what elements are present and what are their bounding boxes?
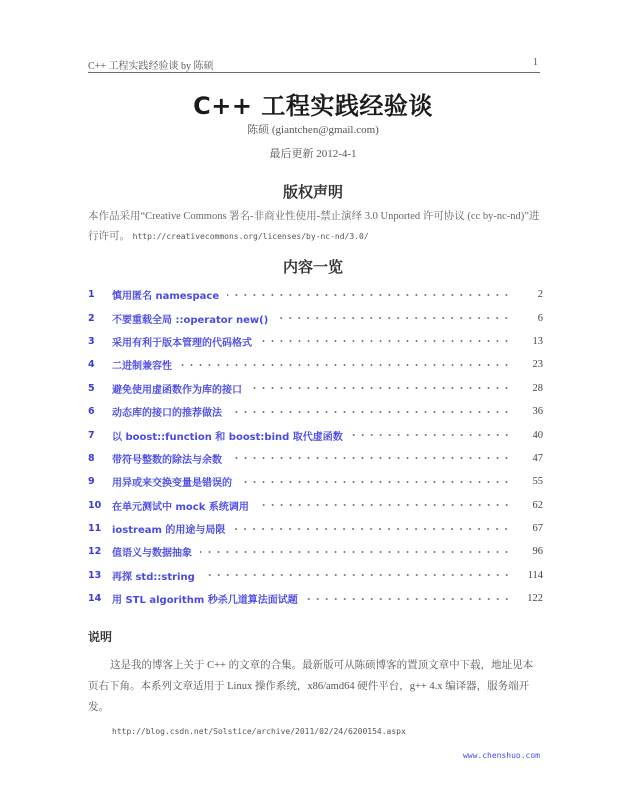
- toc-entry-link[interactable]: 不要重载全局 ::operator new(): [112, 311, 272, 326]
- toc-entry-page: 55: [532, 476, 543, 488]
- toc-entry-link[interactable]: 采用有利于版本管理的代码格式: [112, 334, 256, 349]
- toc-entry-number: 8: [88, 452, 95, 464]
- toc-entry[interactable]: [88, 564, 543, 587]
- table-of-contents: [88, 283, 543, 610]
- toc-entry-page: 40: [532, 429, 543, 441]
- toc-entry-link[interactable]: 再探 std::string: [112, 568, 199, 583]
- running-header: [88, 56, 540, 73]
- toc-entry-number: 11: [88, 523, 102, 535]
- copyright-heading: 版权声明: [282, 183, 343, 201]
- toc-entry-number: 1: [88, 289, 95, 301]
- toc-heading: 内容一览: [282, 258, 343, 276]
- toc-entry-number: 7: [88, 429, 95, 441]
- leader-dots: [203, 570, 511, 580]
- toc-entry-link[interactable]: 二进制兼容性: [112, 357, 176, 372]
- toc-entry-page: 96: [532, 546, 543, 558]
- toc-entry[interactable]: [88, 353, 543, 376]
- toc-entry[interactable]: [88, 494, 543, 517]
- toc-entry[interactable]: [88, 517, 543, 540]
- toc-entry[interactable]: [88, 587, 543, 610]
- toc-entry-link[interactable]: iostream 的用途与局限: [112, 521, 229, 536]
- toc-entry[interactable]: [88, 447, 543, 470]
- toc-entry[interactable]: [88, 306, 543, 329]
- document-author: 陈硕 (giantchen@gmail.com): [247, 124, 379, 136]
- toc-entry-page: 36: [532, 406, 543, 418]
- leader-dots: [180, 360, 511, 370]
- toc-entry-number: 6: [88, 406, 95, 418]
- toc-entry-page: 28: [532, 382, 543, 394]
- toc-entry-page: 13: [532, 335, 543, 347]
- leader-dots: [257, 500, 511, 510]
- leader-dots: [240, 477, 511, 487]
- document-title: C++ 工程实践经验谈: [193, 92, 433, 120]
- leader-dots: [250, 383, 511, 393]
- leader-dots: [306, 594, 511, 604]
- toc-entry-link[interactable]: 带符号整数的除法与余数: [112, 451, 226, 466]
- toc-entry-link[interactable]: 慎用匿名 namespace: [112, 287, 223, 302]
- toc-entry[interactable]: [88, 470, 543, 493]
- leader-dots: [230, 453, 511, 463]
- toc-entry-number: 13: [88, 569, 102, 581]
- toc-entry-number: 9: [88, 476, 95, 488]
- toc-entry-page: 67: [532, 523, 543, 535]
- page-number: 1: [533, 57, 538, 68]
- notes-heading: 说明: [88, 630, 113, 644]
- license-paragraph: [88, 207, 540, 247]
- toc-entry-page: 47: [532, 452, 543, 464]
- leader-dots: [233, 524, 511, 534]
- toc-entry-number: 14: [88, 593, 102, 605]
- toc-entry-number: 2: [88, 312, 95, 324]
- toc-entry-number: 3: [88, 335, 95, 347]
- license-url[interactable]: http://creativecommons.org/licenses/by-nc-nd/3.0/: [132, 232, 369, 241]
- toc-entry-number: 10: [88, 499, 102, 511]
- toc-entry[interactable]: [88, 377, 543, 400]
- blog-url[interactable]: http://blog.csdn.net/Solstice/archive/2011/02/24/6200154.aspx: [112, 727, 406, 736]
- leader-dots: [200, 547, 511, 557]
- toc-entry-link[interactable]: 动态库的接口的推荐做法: [112, 404, 226, 419]
- license-text: 本作品采用“Creative Commons 署名-非商业性使用-禁止演绎 3.0 Unported 许可协议 (cc by-nc-nd)”进行许可。: [88, 211, 540, 242]
- toc-entry-page: 114: [527, 569, 543, 581]
- running-title: C++ 工程实践经验谈 by 陈硕: [88, 61, 214, 72]
- toc-entry-page: 2: [537, 289, 543, 301]
- toc-entry-link[interactable]: 值语义与数据抽象: [112, 544, 196, 559]
- toc-entry[interactable]: [88, 423, 543, 446]
- toc-entry-number: 5: [88, 382, 95, 394]
- toc-entry-link[interactable]: 避免使用虚函数作为库的接口: [112, 381, 246, 396]
- toc-entry-number: 4: [88, 359, 95, 371]
- leader-dots: [260, 336, 511, 346]
- leader-dots: [351, 430, 511, 440]
- toc-entry-page: 6: [537, 312, 543, 324]
- toc-entry-link[interactable]: 用 STL algorithm 秒杀几道算法面试题: [112, 591, 302, 606]
- last-updated-date: 最后更新 2012-4-1: [269, 148, 357, 160]
- toc-entry[interactable]: [88, 283, 543, 306]
- notes-paragraph: 这是我的博客上关于 C++ 的文章的合集。最新版可从陈硕博客的置顶文章中下载，地址见本页右下角。本系列文章适用于 Linux 操作系统，x86/amd64 硬件平台，g++ 4.x 编译器，服务端开发。: [88, 660, 534, 713]
- toc-entry-page: 62: [532, 499, 543, 511]
- toc-entry[interactable]: [88, 330, 543, 353]
- toc-entry-link[interactable]: 在单元测试中 mock 系统调用: [112, 498, 253, 513]
- leader-dots: [227, 290, 511, 300]
- toc-entry-page: 122: [527, 593, 543, 605]
- website-link[interactable]: www.chenshuo.com: [462, 751, 540, 760]
- toc-entry-link[interactable]: 用异或来交换变量是错误的: [112, 474, 236, 489]
- toc-entry[interactable]: [88, 540, 543, 563]
- toc-entry-page: 23: [532, 359, 543, 371]
- leader-dots: [230, 407, 511, 417]
- toc-entry-number: 12: [88, 546, 102, 558]
- toc-entry-link[interactable]: 以 boost::function 和 boost:bind 取代虚函数: [112, 428, 347, 443]
- leader-dots: [276, 313, 511, 323]
- toc-entry[interactable]: [88, 400, 543, 423]
